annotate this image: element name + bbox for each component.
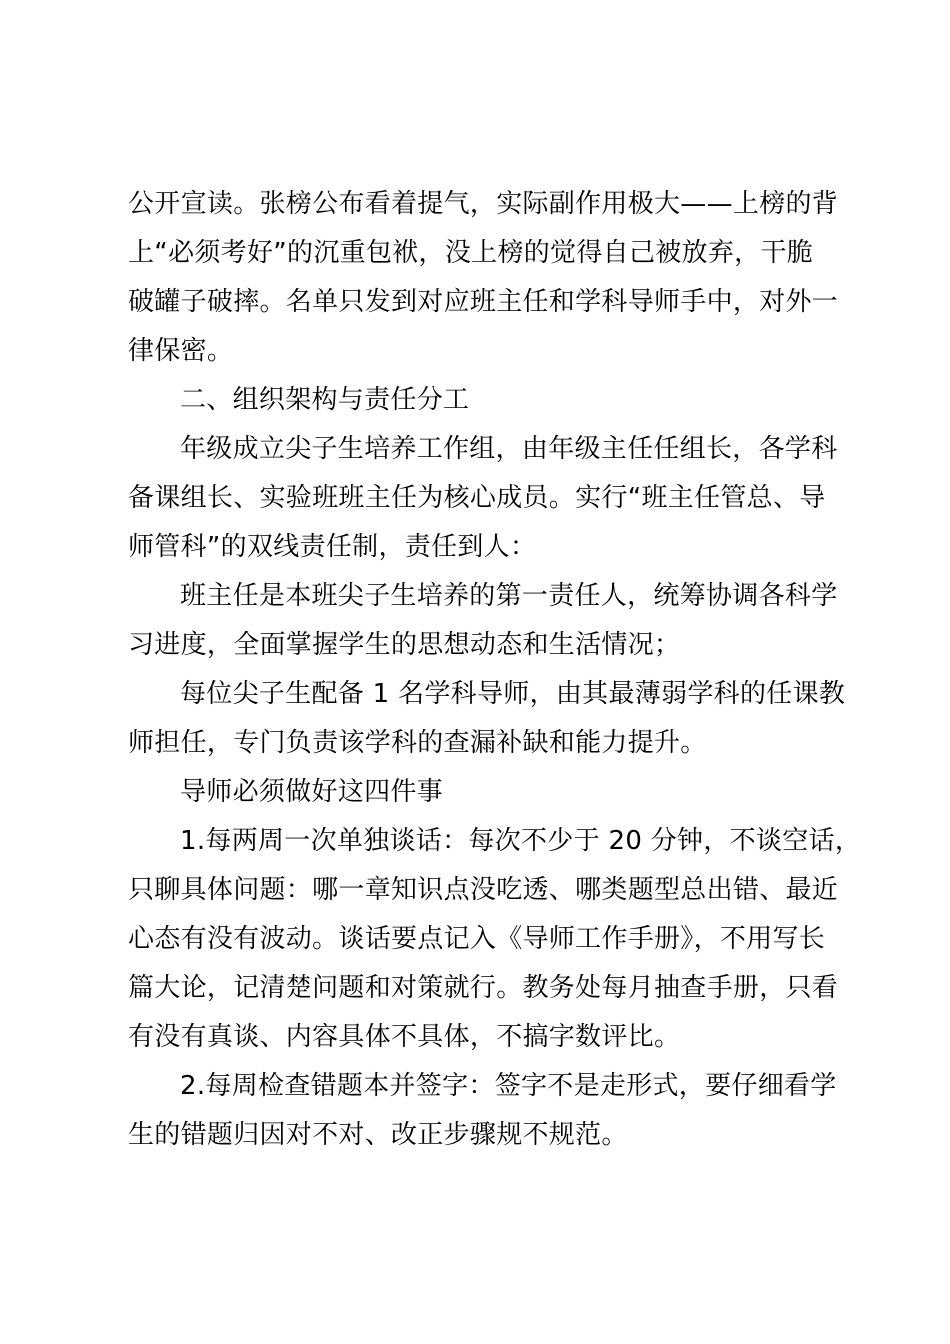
list-item: 1.每两周一次单独谈话：每次不少于 20 分钟，不谈空话， bbox=[180, 826, 862, 856]
text-line: 每位尖子生配备 1 名学科导师，由其最薄弱学科的任课教 bbox=[180, 679, 846, 709]
text-line: 心态有没有波动。谈话要点记入《导师工作手册》，不用写长 bbox=[128, 924, 826, 954]
text-line: 上“必须考好”的沉重包袱，没上榜的觉得自己被放弃，干脆 bbox=[128, 238, 814, 268]
text-line: 习进度，全面掌握学生的思想动态和生活情况； bbox=[128, 630, 681, 660]
text-line: 破罐子破摔。名单只发到对应班主任和学科导师手中，对外一 bbox=[128, 287, 839, 317]
text-line: 师管科”的双线责任制，责任到人： bbox=[128, 532, 537, 562]
document-body bbox=[128, 180, 862, 1160]
list-item: 2.每周检查错题本并签字：签字不是走形式，要仔细看学 bbox=[180, 1071, 837, 1101]
text-line: 年级成立尖子生培养工作组，由年级主任任组长，各学科 bbox=[180, 434, 838, 464]
subheading: 导师必须做好这四件事 bbox=[180, 777, 444, 807]
text-line: 生的错题归因对不对、改正步骤规不规范。 bbox=[128, 1120, 628, 1150]
section-heading: 二、组织架构与责任分工 bbox=[180, 385, 470, 415]
text-line: 律保密。 bbox=[128, 336, 234, 366]
text-line: 有没有真谈、内容具体不具体，不搞字数评比。 bbox=[128, 1022, 681, 1052]
text-line: 班主任是本班尖子生培养的第一责任人，统筹协调各科学 bbox=[180, 581, 838, 611]
text-line: 只聊具体问题：哪一章知识点没吃透、哪类题型总出错、最近 bbox=[128, 875, 839, 905]
text-line: 篇大论，记清楚问题和对策就行。教务处每月抽查手册，只看 bbox=[128, 973, 839, 1003]
text-line: 公开宣读。张榜公布看着提气，实际副作用极大——上榜的背 bbox=[128, 189, 839, 219]
text-line: 师担任，专门负责该学科的查漏补缺和能力提升。 bbox=[128, 728, 707, 758]
text-line: 备课组长、实验班班主任为核心成员。实行“班主任管总、导 bbox=[128, 483, 826, 513]
